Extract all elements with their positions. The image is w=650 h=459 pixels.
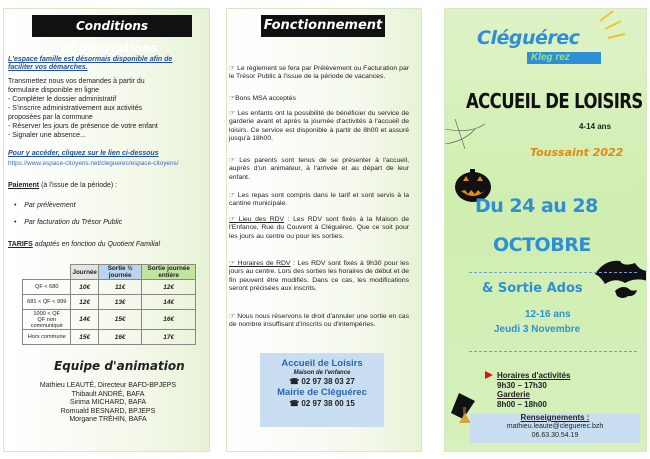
conditions-title: Conditions d'inscriptions xyxy=(32,15,192,37)
intro-line-1: L'espace famille est désormais disponible afin de xyxy=(8,56,173,63)
arrow-icon xyxy=(485,371,493,379)
sortie-date: Jeudi 3 Novembre xyxy=(494,324,581,335)
table-row: 1000 < QF QF non communiqué 14€ 15€ 16€ xyxy=(23,310,196,330)
contact-name: Mairie de Cléguérec xyxy=(277,387,367,398)
step-line: - Réserver les jours de présence de votre enfant xyxy=(8,123,158,130)
intro-line-2: faciliter vos démarches. xyxy=(8,64,88,71)
garderie-label: Garderie xyxy=(497,390,530,400)
table-header: Sortie ½ journée xyxy=(98,265,141,280)
tarifs-label: TARIFS xyxy=(8,241,33,248)
payment-heading xyxy=(8,182,117,191)
rule-paragraph: ☞ Lieu des RDV : Les RDV sont fixés à la Maison de l'Enfance, Rue du Couvent à Cléguérec. Que ce soit pour les jours au centre ou pour les sorties. xyxy=(229,216,409,240)
hours-block xyxy=(497,371,571,409)
date-line-1: Du 24 au 28 xyxy=(475,195,598,217)
table-row: Hors commune 15€ 16€ 17€ xyxy=(23,330,196,345)
info-email[interactable]: mathieu.leaute@cleguerec.bzh xyxy=(506,423,604,430)
sortie-title: & Sortie Ados xyxy=(482,281,583,296)
table-header: Journée xyxy=(71,265,99,280)
date-line-2: OCTOBRE xyxy=(493,234,591,256)
access-link-label[interactable]: Pour y accéder, cliquez sur le lien ci-dessous xyxy=(8,150,159,157)
team-member: Morgane TRÉHIN, BAFA xyxy=(69,416,147,424)
rdv-hours-label: ☞ Horaires de RDV xyxy=(229,260,291,267)
logo-text: Cléguérec xyxy=(477,27,580,49)
table-header: Sortie journée entière xyxy=(142,265,196,280)
fonctionnement-title: Fonctionnement xyxy=(261,15,385,37)
tarifs-note: adaptés en fonction du Quotient Familial xyxy=(32,241,161,248)
contact-name: Accueil de Loisirs xyxy=(281,358,363,369)
step-line: formulaire disponible en ligne xyxy=(8,87,100,94)
rule-paragraph: ☞ Nous nous réservons le droit d'annuler une sortie en cas de nombre insuffisant d'inscrits ou d'intempéries. xyxy=(229,313,409,329)
rule-paragraph: ☞ Le règlement se fera par Prélèvement ou Facturation par le Trésor Public à l'issue de la période de vacances. xyxy=(229,65,409,81)
step-line: - Compléter le dossier administratif xyxy=(8,96,117,103)
contact-phone: ☎ 02 97 38 03 27 xyxy=(289,377,355,386)
season-label: Toussaint 2022 xyxy=(530,146,624,159)
payment-method: • Par prélèvement xyxy=(14,202,76,209)
contact-phone: ☎ 02 97 38 00 15 xyxy=(289,399,355,408)
hours-value: 9h30 – 17h30 xyxy=(497,380,547,390)
team-title: Equipe d'animation xyxy=(54,359,185,373)
rule-paragraph: ☞Bons MSA acceptés xyxy=(229,95,296,102)
info-phone: 06.63.30.54.19 xyxy=(531,431,579,439)
tarifs-heading xyxy=(8,241,160,250)
table-row: 681 < QF < 999 12€ 13€ 14€ xyxy=(23,295,196,310)
team-member: Sirima MICHARD, BAFA xyxy=(69,399,147,407)
sortie-age: 12-16 ans xyxy=(525,309,571,320)
payment-note: (à l'issue de la période) : xyxy=(39,182,118,189)
step-line: Transmettez nous vos demandes à partir du xyxy=(8,78,145,85)
rule-paragraph: ☞ Horaires de RDV : Les RDV sont fixés à 9h30 pour les jours au centre. Lors des sorties les horaires de début et de fin peuvent être modifiés. Dans ce cas, les modifications seront précisées aux inscrits. xyxy=(229,260,409,293)
panel-conditions xyxy=(3,8,210,452)
logo-subtext: Kleg rez xyxy=(527,52,601,64)
panel-fonctionnement xyxy=(226,8,422,452)
rule-paragraph: ☞ Les repas sont compris dans le tarif et sont servis à la cantine municipale. xyxy=(229,192,409,208)
contact-subtitle: Maison de l'enfance xyxy=(293,370,351,376)
contact-box xyxy=(260,353,384,427)
payment-method: • Par facturation du Trésor Public xyxy=(14,219,123,226)
step-line: proposées par la commune xyxy=(8,114,93,121)
tarifs-table xyxy=(22,264,196,345)
team-member: Mathieu LEAUTÉ, Directeur BAFD-BPJEPS xyxy=(39,382,177,389)
table-row: QF < 680 10€ 11€ 12€ xyxy=(23,280,196,295)
payment-label: Paiement xyxy=(8,182,40,189)
espace-citoyens-link[interactable]: https://www.espace-citoyens.net/cleguerec/espace-citoyens/ xyxy=(8,160,179,167)
panel-cover xyxy=(444,8,647,452)
team-member: Thibault ANDRÉ, BAFA xyxy=(71,390,145,398)
rule-paragraph: ☞ Les parents sont tenus de se présenter à l'accueil, auprès d'un animateur, à l'arrivée et au départ de leur enfant. xyxy=(229,157,409,181)
step-line: - Signaler une absence... xyxy=(8,132,86,139)
cover-title: ACCUEIL DE LOISIRS xyxy=(466,89,643,113)
hours-label: Horaires d'activités xyxy=(497,371,571,380)
cleguerec-logo xyxy=(469,15,621,73)
age-range: 4-14 ans xyxy=(579,122,612,131)
info-box xyxy=(470,413,640,443)
rule-paragraph: ☞ Les enfants ont la possibilité de bénéficier du service de garderie avant et après la journée d'activités à l'accueil de loisirs. Ce service est disponible à partir de 8h00 et assuré jusqu'à 18h00. xyxy=(229,110,409,143)
team-member: Romuald BESNARD, BPJEPS xyxy=(60,407,156,415)
garderie-value: 8h00 – 18h00 xyxy=(497,399,547,409)
spider-web-icon xyxy=(445,119,485,149)
info-label: Renseignements : xyxy=(520,413,590,422)
team-list xyxy=(14,382,202,425)
rdv-place-label: ☞ Lieu des RDV xyxy=(229,216,285,223)
step-line: - S'inscrire administrativement aux activités xyxy=(8,105,142,112)
